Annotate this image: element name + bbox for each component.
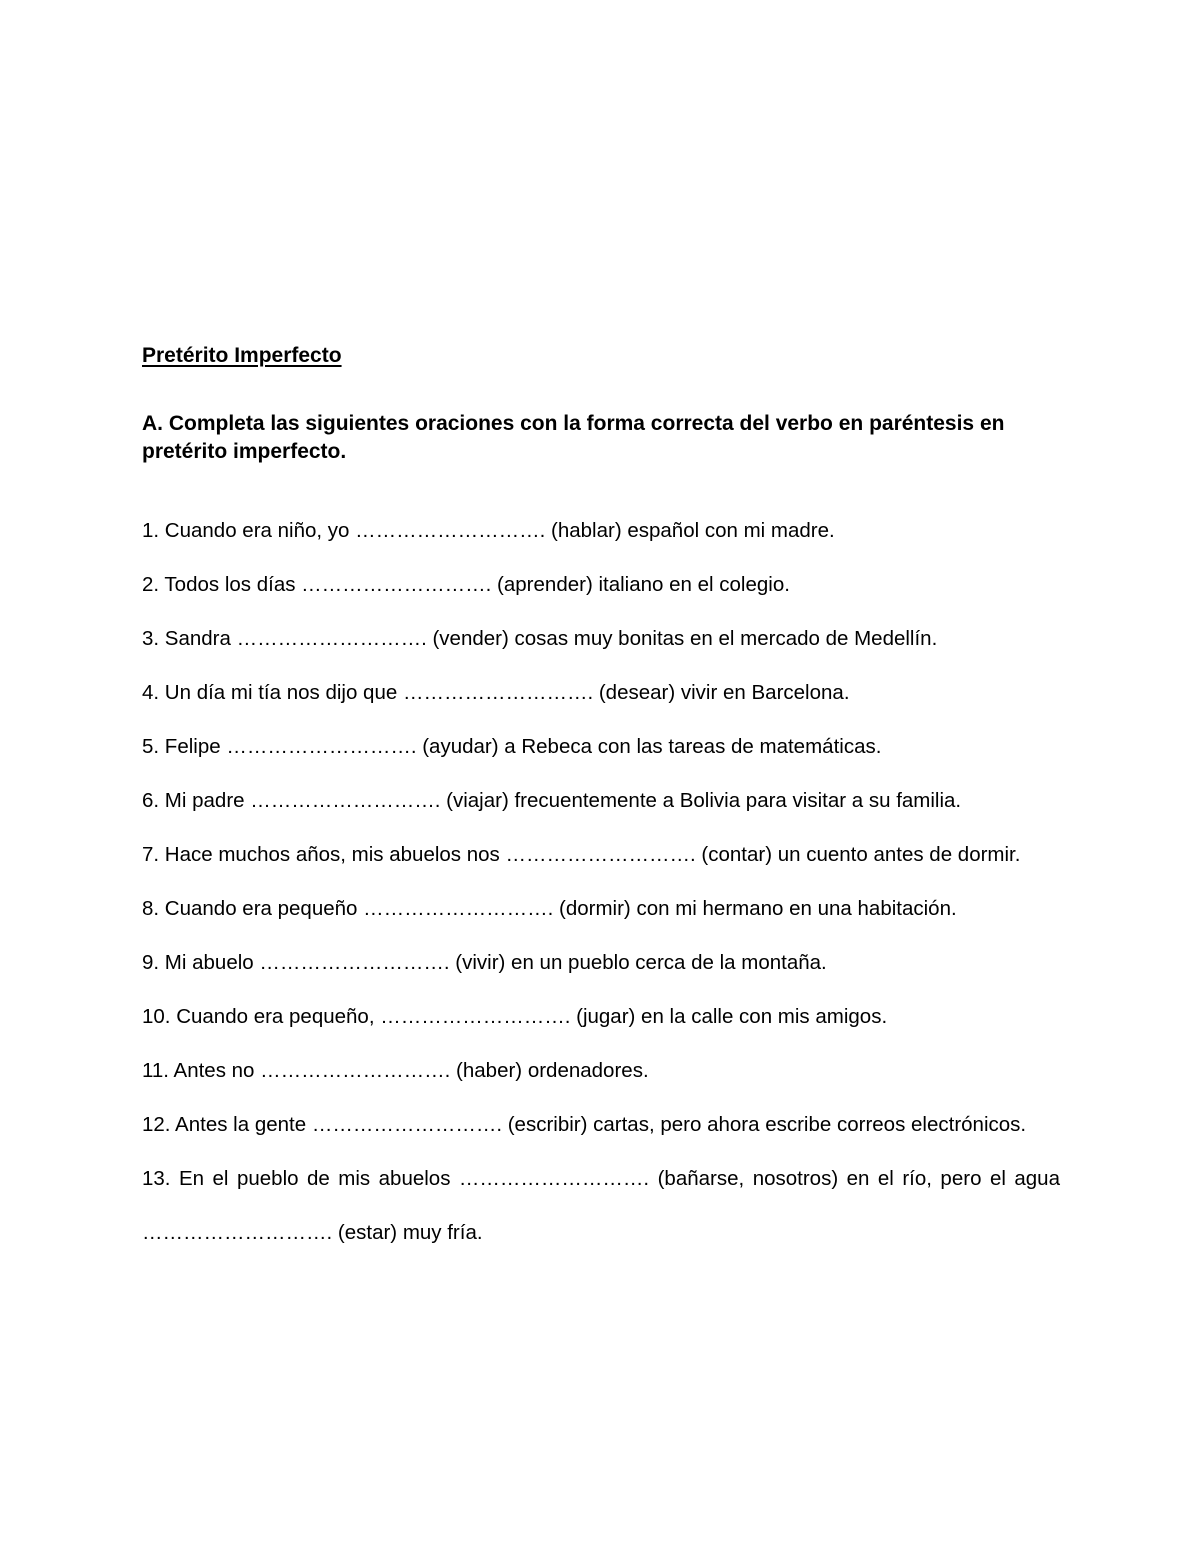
exercise-item: 6. Mi padre ………………………. (viajar) frecuentemente a Bolivia para visitar a su familia. bbox=[142, 789, 962, 812]
exercise-item: 7. Hace muchos años, mis abuelos nos ………………………. (contar) un cuento antes de dormir. bbox=[142, 843, 1021, 866]
exercise-item: 4. Un día mi tía nos dijo que ………………………. (desear) vivir en Barcelona. bbox=[142, 681, 850, 704]
exercise-instruction: A. Completa las siguientes oraciones con la forma correcta del verbo en paréntesis en pretérito imperfecto. bbox=[142, 412, 1005, 463]
exercise-item: 10. Cuando era pequeño, ………………………. (jugar) en la calle con mis amigos. bbox=[142, 1005, 888, 1028]
exercise-item: 11. Antes no ………………………. (haber) ordenadores. bbox=[142, 1059, 649, 1082]
exercise-item: 3. Sandra ………………………. (vender) cosas muy bonitas en el mercado de Medellín. bbox=[142, 627, 938, 650]
exercise-item: 5. Felipe ………………………. (ayudar) a Rebeca con las tareas de matemáticas. bbox=[142, 735, 882, 758]
exercise-item: 8. Cuando era pequeño ………………………. (dormir) con mi hermano en una habitación. bbox=[142, 897, 957, 920]
exercise-item: 1. Cuando era niño, yo ………………………. (hablar) español con mi madre. bbox=[142, 519, 835, 542]
exercise-item: 2. Todos los días ………………………. (aprender) italiano en el colegio. bbox=[142, 573, 790, 596]
page-title: Pretérito Imperfecto bbox=[142, 344, 342, 367]
exercise-item: 13. En el pueblo de mis abuelos ………………………. (bañarse, nosotros) en el río, pero el agua ………………………. (estar) muy fría. bbox=[142, 1167, 1060, 1244]
exercise-item: 9. Mi abuelo ………………………. (vivir) en un pueblo cerca de la montaña. bbox=[142, 951, 827, 974]
exercise-item: 12. Antes la gente ………………………. (escribir) cartas, pero ahora escribe correos electrónicos. bbox=[142, 1113, 1027, 1136]
exercise-list bbox=[142, 504, 1060, 1260]
worksheet-page bbox=[142, 340, 1060, 1260]
